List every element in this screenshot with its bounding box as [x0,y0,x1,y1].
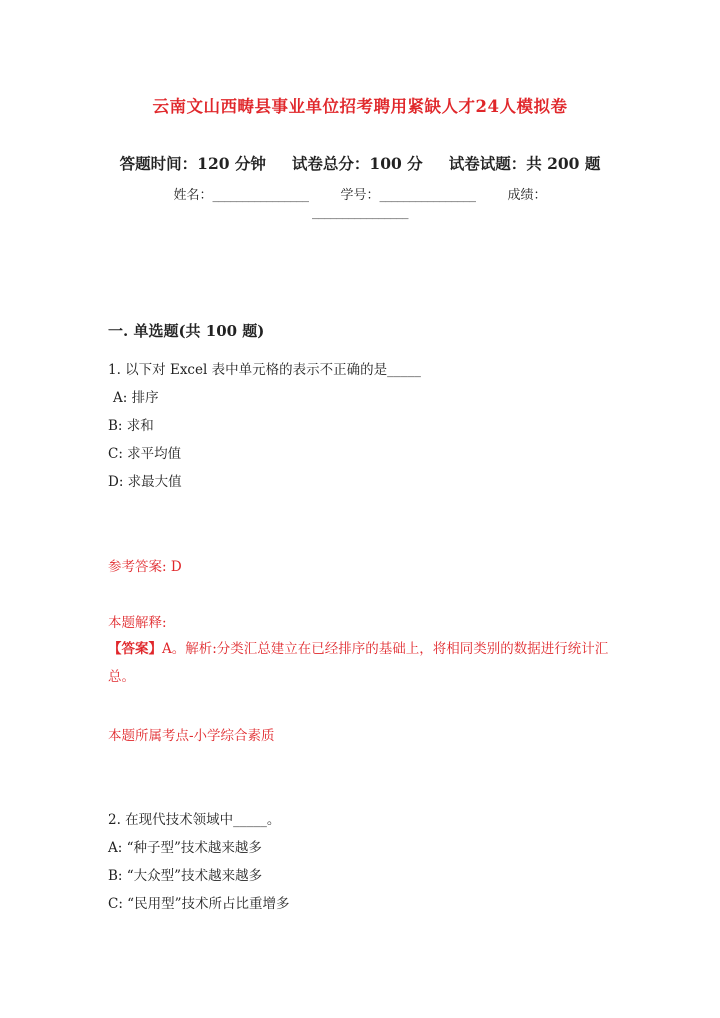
name-blank: ________________ [212,188,309,203]
score-blank: ________________ [312,205,408,220]
answer-tag: 【答案】 [108,641,162,657]
total-score: 试卷总分：100 分 [291,154,423,173]
question-1-topic: 本题所属考点-小学综合素质 [108,728,275,744]
score-label: 成绩： [507,188,547,203]
question-1-text: 1. 以下对 Excel 表中单元格的表示不正确的是_____ [108,362,421,378]
total-questions: 试卷试题：共 200 题 [448,154,601,173]
section-title: 一. 单选题(共 100 题) [108,322,265,340]
question-1-answer: 参考答案: D [108,559,182,575]
question-2-option-b: B: “大众型”技术越来越多 [108,868,263,884]
question-1-option-c: C: 求平均值 [108,446,182,462]
exam-meta-row [0,152,720,174]
id-field [340,184,475,203]
id-blank: ________________ [379,188,476,203]
exam-time: 答题时间：120 分钟 [119,154,266,173]
student-fields-row [0,184,720,203]
score-field [508,184,547,203]
document-title: 云南文山西畴县事业单位招考聘用紧缺人才24人模拟卷 [152,97,568,116]
explanation-body: A。解析:分类汇总建立在已经排序的基础上，将相同类别的数据进行统计汇总。 [108,641,609,685]
question-1-explanation-label: 本题解释: [108,615,167,631]
id-label: 学号： [340,188,380,203]
question-2-text: 2. 在现代技术领域中_____。 [108,812,281,828]
question-2-option-c: C: “民用型”技术所占比重增多 [108,896,290,912]
question-2-option-a: A: “种子型”技术越来越多 [108,840,262,856]
name-field [173,184,308,203]
question-1-option-d: D: 求最大值 [108,474,182,490]
question-1-option-a: A: 排序 [113,390,159,406]
name-label: 姓名： [173,188,213,203]
question-1-explanation [108,635,613,691]
question-1-option-b: B: 求和 [108,418,154,434]
